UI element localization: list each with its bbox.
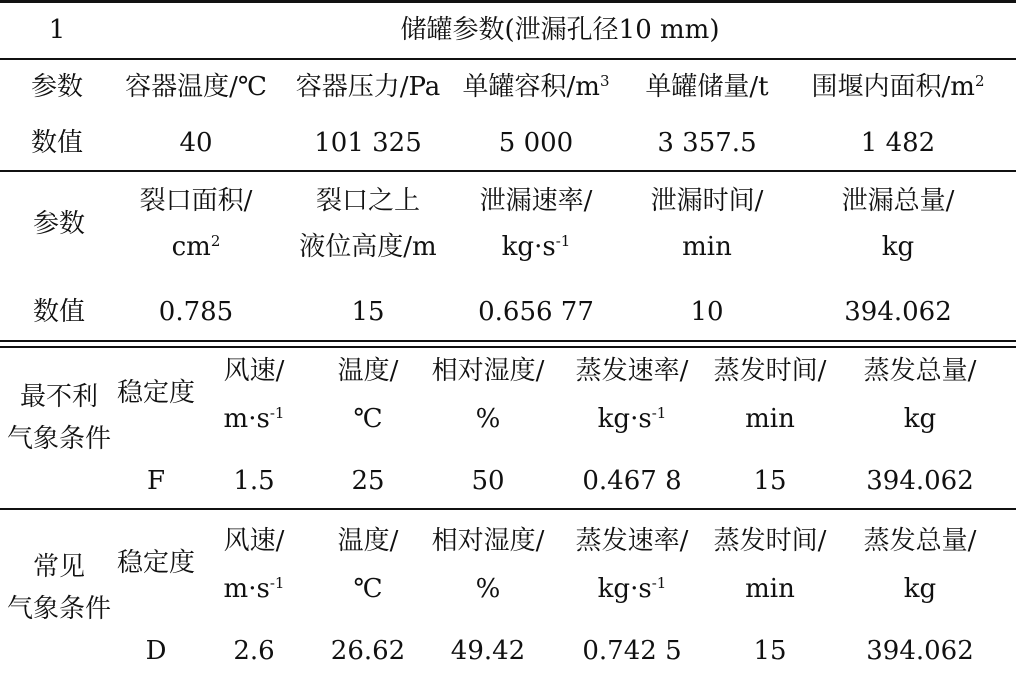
section4-header-4-1-text: min bbox=[745, 574, 795, 604]
s2-header-3-1 bbox=[682, 232, 732, 262]
s2-header-0-1 bbox=[172, 232, 221, 262]
section4-header-4-0 bbox=[714, 526, 827, 556]
s1-value-1 bbox=[179, 128, 212, 158]
section4-value-4 bbox=[582, 636, 681, 666]
s2-header-0-1-sup: 2 bbox=[210, 232, 221, 250]
section3-header-2-0-text: 相对湿度/ bbox=[431, 356, 545, 386]
section3-value-4 bbox=[582, 466, 681, 496]
section4-value-2-text: 26.62 bbox=[330, 636, 406, 666]
section3-header-4-0-text: 蒸发时间/ bbox=[713, 356, 827, 386]
s1-value-0 bbox=[31, 128, 83, 158]
section4-label-1-text: 气象条件 bbox=[6, 594, 112, 624]
section3-value-1 bbox=[233, 466, 274, 496]
s1-value-5-text: 1 482 bbox=[860, 128, 936, 158]
s2-header-1-0-text: 裂口之上 bbox=[315, 186, 421, 216]
section3-header-0-1 bbox=[224, 404, 285, 434]
section4-header-5-0 bbox=[864, 526, 977, 556]
section4-header-2-1 bbox=[476, 574, 501, 604]
section3-header-5-1 bbox=[904, 404, 936, 434]
section3-header-2-1-text: % bbox=[475, 404, 501, 434]
section3-header-2-0 bbox=[432, 356, 545, 386]
s1-header-1 bbox=[125, 72, 267, 102]
section4-header-3-1-sup: -1 bbox=[651, 574, 667, 592]
section3-header-1-0 bbox=[338, 356, 399, 386]
section4-value-3-text: 49.42 bbox=[450, 636, 526, 666]
section3-value-4-text: 0.467 8 bbox=[582, 466, 682, 496]
s1-value-3 bbox=[499, 128, 573, 158]
section4-value-5 bbox=[753, 636, 786, 666]
section4-label-1 bbox=[7, 594, 111, 624]
s2-header-1-1-text: 液位高度/m bbox=[299, 232, 437, 262]
title-rule bbox=[0, 58, 1016, 60]
section4-header-2-0-text: 相对湿度/ bbox=[431, 526, 545, 556]
s1-header-3-text: 单罐容积/m bbox=[462, 72, 600, 102]
s1-value-5 bbox=[861, 128, 935, 158]
section4-stability-label bbox=[117, 548, 195, 578]
s2-value-2 bbox=[351, 297, 384, 327]
section4-header-5-1-text: kg bbox=[903, 574, 937, 604]
section3-value-3 bbox=[471, 466, 504, 496]
section3-stability-label bbox=[117, 378, 195, 408]
s2-header-4-0-text: 泄漏总量/ bbox=[841, 186, 955, 216]
s2-header-4-0 bbox=[842, 186, 955, 216]
section3-header-3-1 bbox=[598, 404, 667, 434]
section4-header-0-0 bbox=[224, 526, 285, 556]
section4-header-3-0 bbox=[576, 526, 689, 556]
section3-value-5-text: 15 bbox=[753, 466, 787, 496]
s1-value-4-text: 3 357.5 bbox=[657, 128, 757, 158]
s2-header-3-0 bbox=[651, 186, 764, 216]
section4-header-5-0-text: 蒸发总量/ bbox=[863, 526, 977, 556]
s2-header-2-1 bbox=[502, 232, 571, 262]
s1-header-5-text: 围堰内面积/m bbox=[811, 72, 975, 102]
section3-value-6-text: 394.062 bbox=[866, 466, 974, 496]
s1-value-4 bbox=[657, 128, 756, 158]
section4-header-4-1 bbox=[745, 574, 795, 604]
section3-header-3-1-sup: -1 bbox=[651, 404, 667, 422]
s2-header-3-1-text: min bbox=[682, 232, 732, 262]
section2-rule-double bbox=[0, 346, 1016, 348]
s2-header-2-0 bbox=[480, 186, 593, 216]
section4-header-1-1-text: ℃ bbox=[353, 574, 383, 604]
s1-value-0-text: 数值 bbox=[30, 128, 84, 158]
section4-header-0-1-text: m·s bbox=[223, 574, 270, 604]
s2-header-0-0-text: 裂口面积/ bbox=[139, 186, 253, 216]
section3-header-3-0 bbox=[576, 356, 689, 386]
section4-value-6 bbox=[866, 636, 974, 666]
s1-header-0-text: 参数 bbox=[30, 72, 84, 102]
section4-header-3-1-text: kg·s bbox=[597, 574, 652, 604]
section3-header-5-0 bbox=[864, 356, 977, 386]
s2-header-0-0 bbox=[140, 186, 253, 216]
s2-header-4-1 bbox=[882, 232, 914, 262]
s1-header-2 bbox=[296, 72, 441, 102]
s1-header-4 bbox=[645, 72, 768, 102]
section4-header-1-0-text: 温度/ bbox=[337, 526, 399, 556]
s2-value-3 bbox=[478, 297, 594, 327]
section3-value-0-text: F bbox=[146, 466, 166, 496]
section4-header-0-1 bbox=[224, 574, 285, 604]
s2-value-0-text: 数值 bbox=[32, 297, 86, 327]
s2-value-1-text: 0.785 bbox=[158, 297, 234, 327]
section4-header-3-1 bbox=[598, 574, 667, 604]
s2-value-5 bbox=[844, 297, 952, 327]
top-rule bbox=[0, 0, 1016, 3]
s2-header-1-1 bbox=[299, 232, 436, 262]
section3-value-3-text: 50 bbox=[471, 466, 505, 496]
section4-value-2 bbox=[331, 636, 405, 666]
section3-header-0-1-sup: -1 bbox=[269, 404, 285, 422]
section3-header-0-1-text: m·s bbox=[223, 404, 270, 434]
s1-header-0 bbox=[31, 72, 83, 102]
s1-header-5-sup: 2 bbox=[974, 72, 985, 90]
section4-header-3-0-text: 蒸发速率/ bbox=[575, 526, 689, 556]
section2-rule bbox=[0, 340, 1016, 342]
section4-header-2-1-text: % bbox=[475, 574, 501, 604]
section4-value-1-text: 2.6 bbox=[233, 636, 275, 666]
s2-value-5-text: 394.062 bbox=[844, 297, 952, 327]
section4-label-0-text: 常见 bbox=[32, 552, 86, 582]
s1-header-4-text: 单罐储量/t bbox=[645, 72, 769, 102]
section4-header-2-0 bbox=[432, 526, 545, 556]
section4-value-6-text: 394.062 bbox=[866, 636, 974, 666]
section4-value-5-text: 15 bbox=[753, 636, 787, 666]
section3-header-1-1-text: ℃ bbox=[353, 404, 383, 434]
s2-value-0 bbox=[33, 297, 85, 327]
section3-header-0-0-text: 风速/ bbox=[223, 356, 285, 386]
section3-header-1-1 bbox=[353, 404, 382, 434]
section4-header-5-1 bbox=[904, 574, 936, 604]
s2-header-3-0-text: 泄漏时间/ bbox=[650, 186, 764, 216]
s1-header-1-text: 容器温度/℃ bbox=[125, 72, 267, 102]
section3-label-0-text: 最不利 bbox=[19, 382, 99, 412]
s2-value-2-text: 15 bbox=[351, 297, 385, 327]
section3-rule bbox=[0, 508, 1016, 510]
section3-label-0 bbox=[20, 382, 98, 412]
s2-value-1 bbox=[159, 297, 233, 327]
section1-rule bbox=[0, 170, 1016, 172]
section3-header-0-0 bbox=[224, 356, 285, 386]
table-index: 1 bbox=[48, 15, 66, 45]
section3-value-2 bbox=[351, 466, 384, 496]
section4-value-1 bbox=[233, 636, 274, 666]
s2-param-label bbox=[33, 209, 85, 239]
section4-header-1-1 bbox=[353, 574, 382, 604]
section3-header-4-0 bbox=[714, 356, 827, 386]
s1-header-3-sup: 3 bbox=[599, 72, 610, 90]
section4-value-4-text: 0.742 5 bbox=[582, 636, 682, 666]
section3-label-1 bbox=[7, 424, 111, 454]
section3-header-1-0-text: 温度/ bbox=[337, 356, 399, 386]
section3-label-1-text: 气象条件 bbox=[6, 424, 112, 454]
section3-value-2-text: 25 bbox=[351, 466, 385, 496]
s1-value-3-text: 5 000 bbox=[498, 128, 574, 158]
section3-header-5-0-text: 蒸发总量/ bbox=[863, 356, 977, 386]
section4-label-0 bbox=[33, 552, 85, 582]
section4-value-0-text: D bbox=[145, 636, 167, 666]
s1-value-1-text: 40 bbox=[179, 128, 213, 158]
section3-header-4-1 bbox=[745, 404, 795, 434]
section3-header-5-1-text: kg bbox=[903, 404, 937, 434]
s2-header-2-1-text: kg·s bbox=[501, 232, 556, 262]
s2-header-4-1-text: kg bbox=[881, 232, 915, 262]
section4-stability-label-text: 稳定度 bbox=[116, 548, 196, 578]
s1-value-2-text: 101 325 bbox=[314, 128, 422, 158]
section4-value-0 bbox=[146, 636, 167, 666]
section3-header-3-0-text: 蒸发速率/ bbox=[575, 356, 689, 386]
section3-value-6 bbox=[866, 466, 974, 496]
s2-header-2-1-sup: -1 bbox=[555, 232, 571, 250]
section4-value-3 bbox=[451, 636, 525, 666]
s1-header-3 bbox=[463, 72, 610, 102]
section4-header-0-1-sup: -1 bbox=[269, 574, 285, 592]
s2-param-label-text: 参数 bbox=[32, 209, 86, 239]
s1-header-5 bbox=[812, 72, 985, 102]
s2-header-1-0 bbox=[316, 186, 420, 216]
section4-header-0-0-text: 风速/ bbox=[223, 526, 285, 556]
section3-value-0 bbox=[147, 466, 165, 496]
section4-header-1-0 bbox=[338, 526, 399, 556]
section3-header-2-1 bbox=[476, 404, 501, 434]
section3-value-1-text: 1.5 bbox=[233, 466, 275, 496]
s1-value-2 bbox=[314, 128, 422, 158]
s2-value-4-text: 10 bbox=[690, 297, 724, 327]
s2-value-4 bbox=[690, 297, 723, 327]
table-title: 储罐参数(泄漏孔径10 mm) bbox=[400, 15, 720, 45]
section3-header-4-1-text: min bbox=[745, 404, 795, 434]
section3-stability-label-text: 稳定度 bbox=[116, 378, 196, 408]
s2-header-2-0-text: 泄漏速率/ bbox=[479, 186, 593, 216]
s2-header-0-1-text: cm bbox=[171, 232, 211, 262]
section3-value-5 bbox=[753, 466, 786, 496]
section3-header-3-1-text: kg·s bbox=[597, 404, 652, 434]
section4-header-4-0-text: 蒸发时间/ bbox=[713, 526, 827, 556]
s2-value-3-text: 0.656 77 bbox=[478, 297, 594, 327]
s1-header-2-text: 容器压力/Pa bbox=[295, 72, 441, 102]
